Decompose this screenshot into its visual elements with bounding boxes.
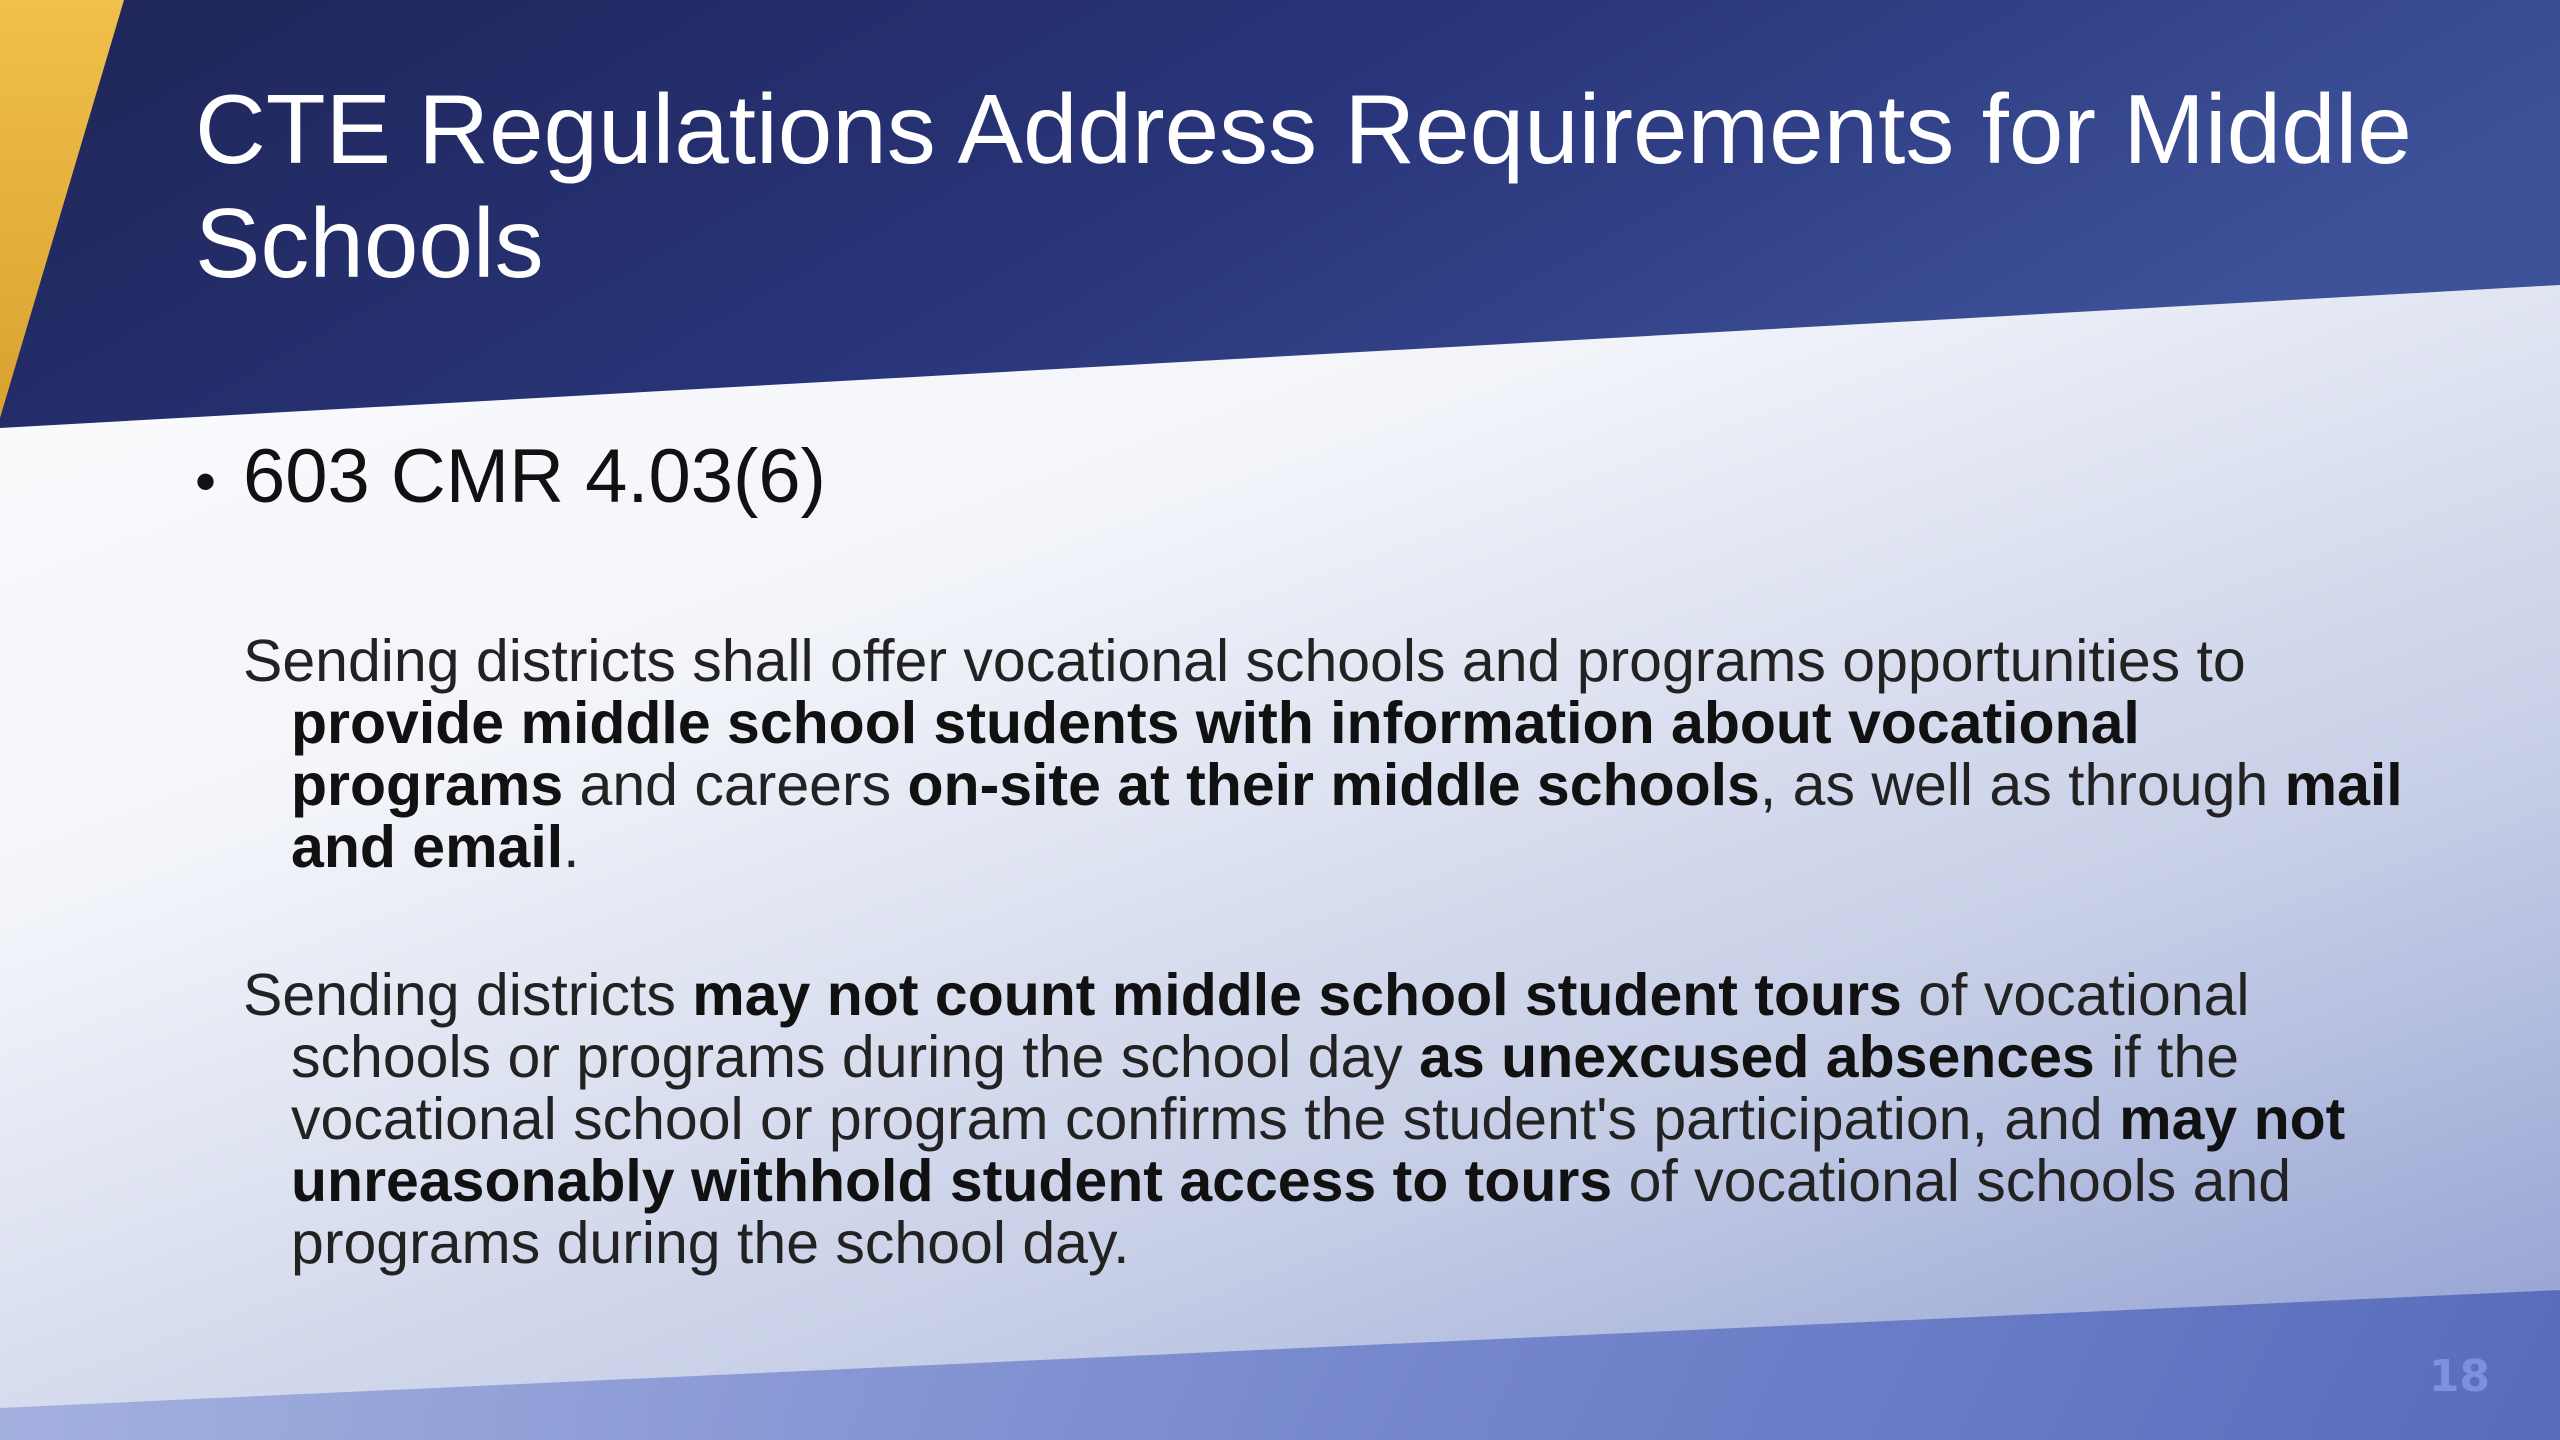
slide-title: CTE Regulations Address Requirements for Middle Schools bbox=[195, 74, 2412, 298]
paragraph-1-emphasis: provide middle school students with information about vocational programs bbox=[291, 690, 2140, 818]
paragraph-2-emphasis: as unexcused absences bbox=[1419, 1024, 2095, 1090]
bullet-marker: • bbox=[195, 448, 217, 515]
regulation-paragraph-2 bbox=[243, 964, 2421, 1274]
paragraph-1-emphasis: on-site at their middle schools bbox=[907, 752, 1760, 818]
paragraph-2-segment: Sending districts bbox=[243, 962, 693, 1028]
page-number: 18 bbox=[2428, 1351, 2490, 1402]
paragraph-1-emphasis: mail and email bbox=[291, 752, 2403, 880]
bullet-item bbox=[195, 432, 826, 527]
regulation-paragraph-1 bbox=[243, 630, 2421, 878]
paragraph-1-segment: Sending districts shall offer vocational schools and programs opportunities to bbox=[243, 628, 2246, 694]
paragraph-1-segment: , as well as through bbox=[1759, 752, 2285, 818]
paragraph-2-segment: of vocational schools or programs during the school day bbox=[291, 962, 2250, 1090]
paragraph-1-segment: and careers bbox=[563, 752, 908, 818]
paragraph-2-emphasis: may not count middle school student tours bbox=[692, 962, 1902, 1028]
paragraph-1-segment: . bbox=[563, 814, 580, 880]
footer-band bbox=[0, 1290, 2560, 1440]
paragraph-2-emphasis: may not unreasonably withhold student access to tours bbox=[291, 1086, 2346, 1214]
bullet-text: 603 CMR 4.03(6) bbox=[243, 434, 826, 519]
paragraph-2-segment: of vocational schools and programs during the school day. bbox=[291, 1148, 2292, 1276]
paragraph-2-segment: if the vocational school or program confirms the student's participation, and bbox=[291, 1024, 2240, 1152]
